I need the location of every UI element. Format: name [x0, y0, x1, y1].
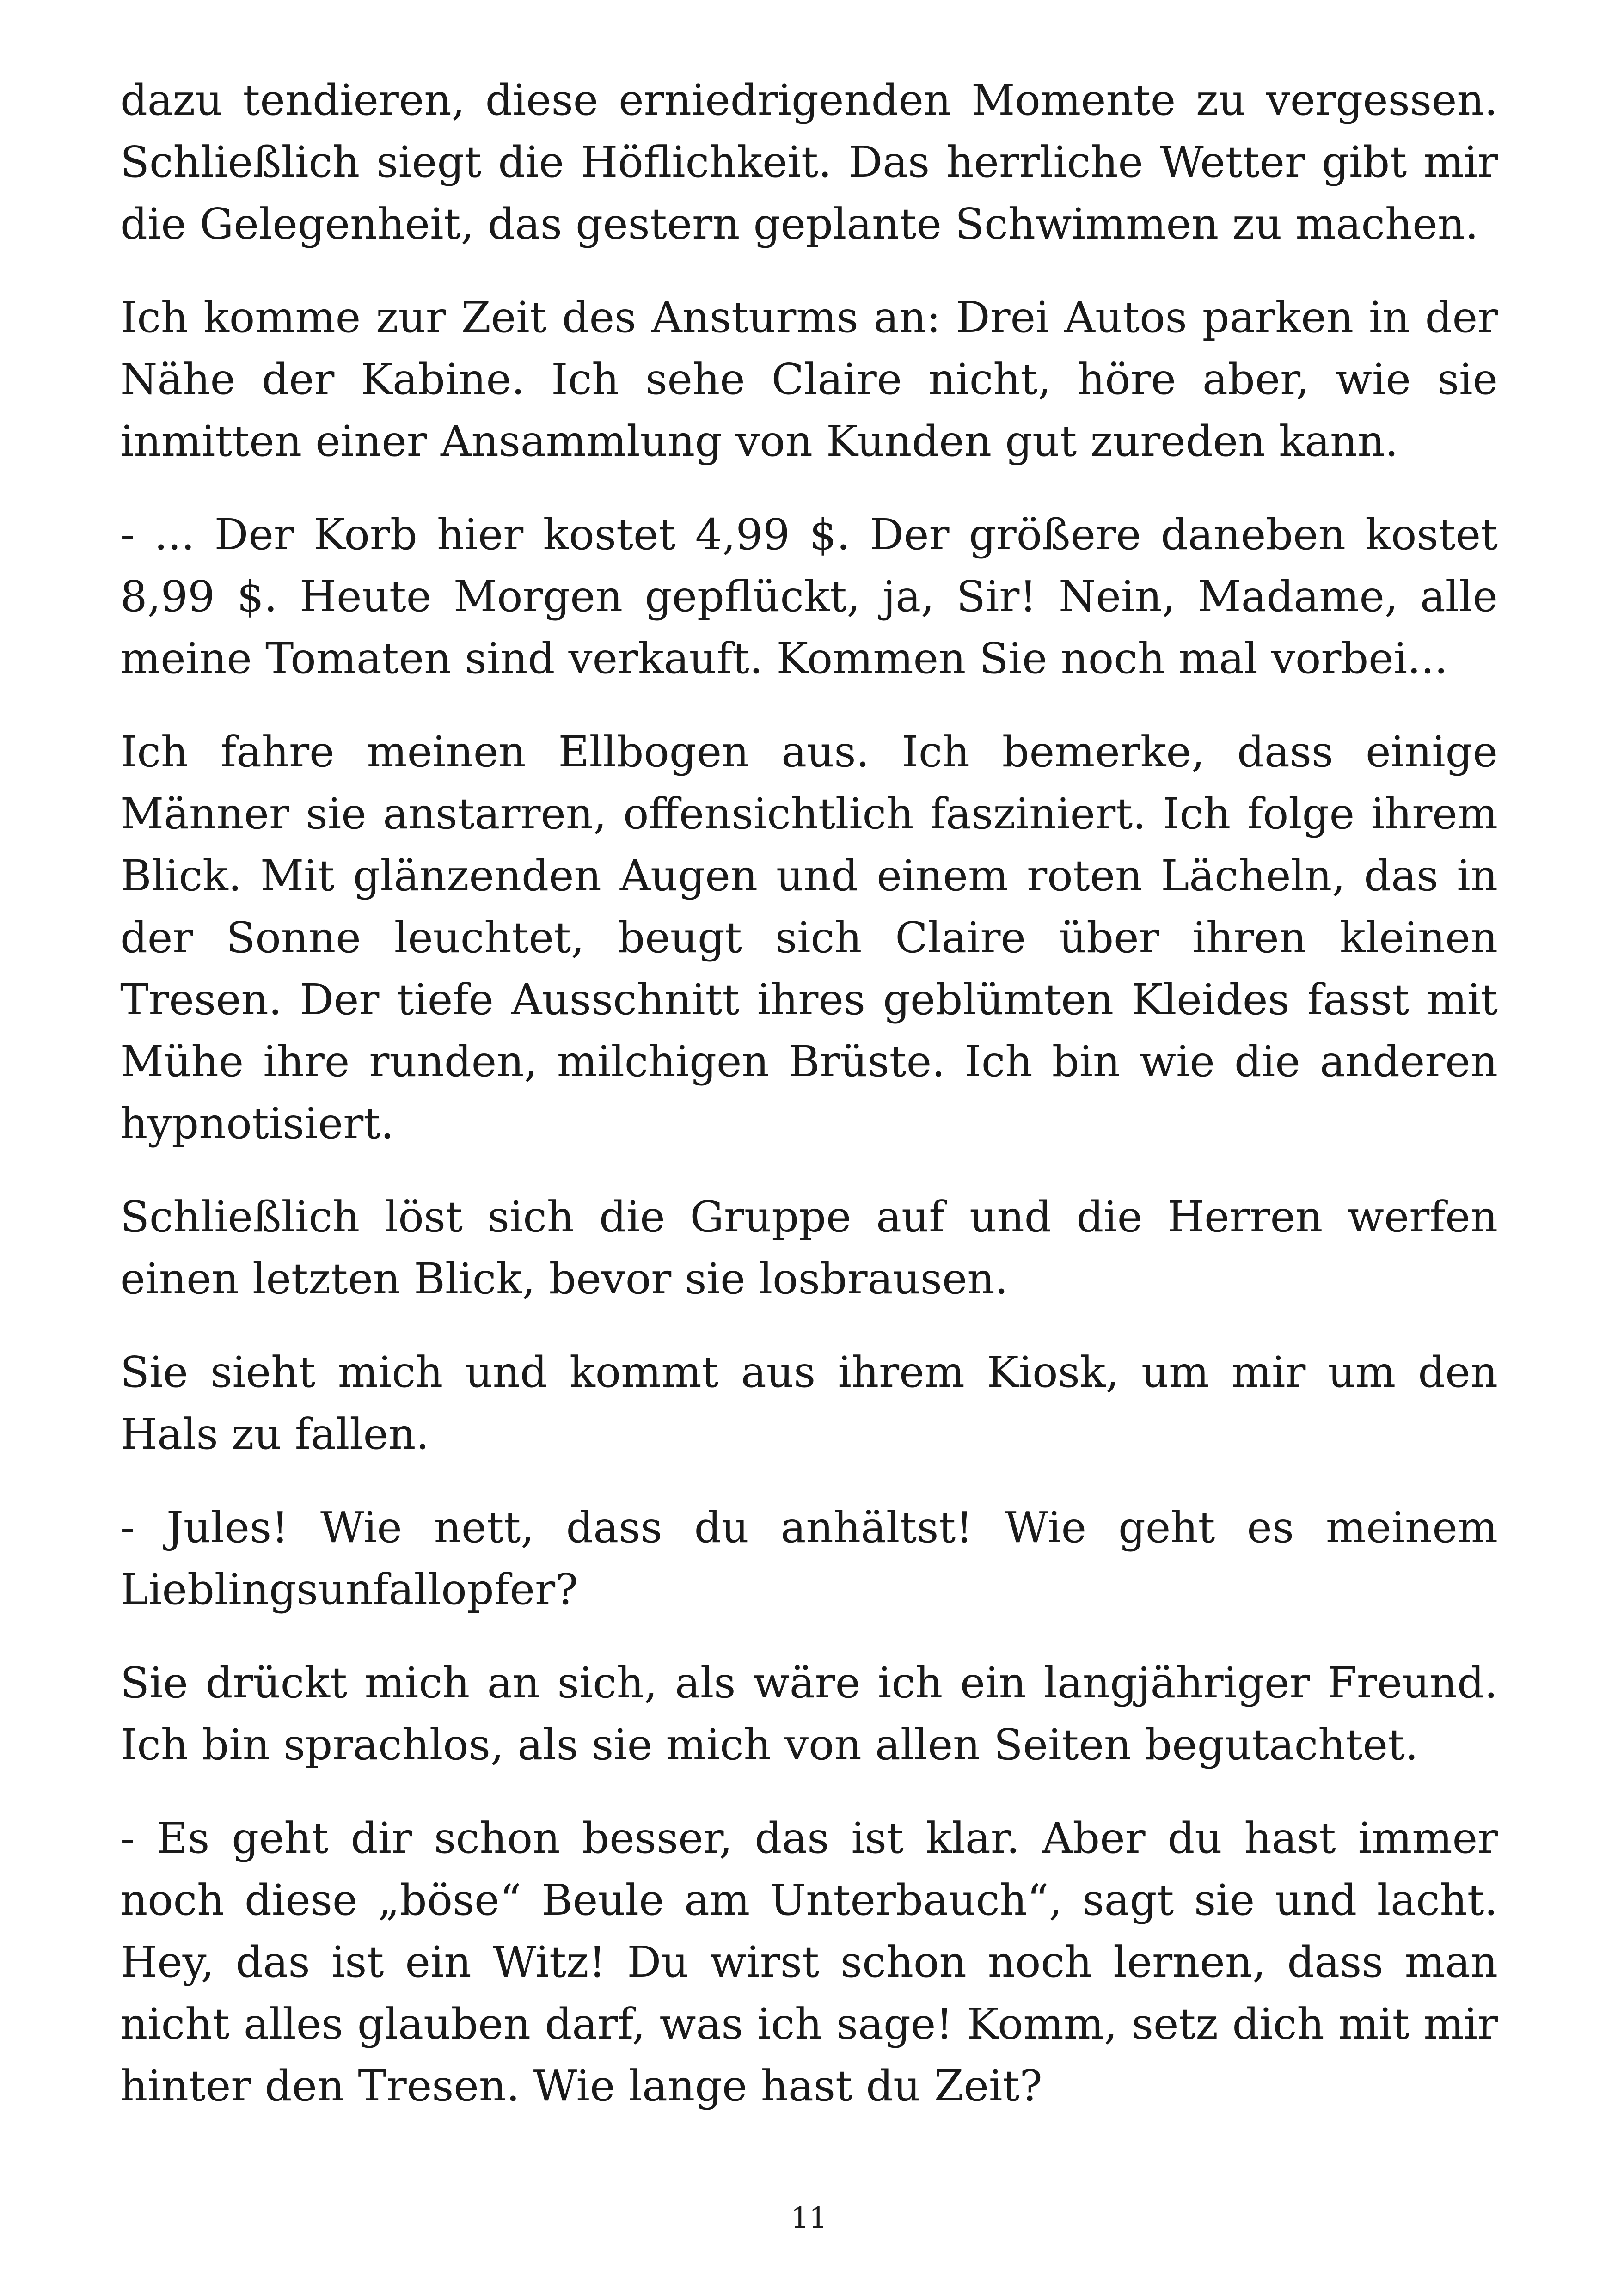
paragraph: - ... Der Korb hier kostet 4,99 $. Der größere daneben kostet 8,99 $. Heute Morgen gepflückt, ja, Sir! Nein, Madame, alle meine Tomaten sind verkauft. Kommen Sie noch mal vorbei... — [120, 510, 1498, 683]
paragraph: - Jules! Wie nett, dass du anhältst! Wie geht es meinem Lieblingsunfallopfer? — [120, 1503, 1498, 1614]
paragraph: Ich komme zur Zeit des Ansturms an: Drei Autos parken in der Nähe der Kabine. Ich sehe Claire nicht, höre aber, wie sie inmitten einer Ansammlung von Kunden gut zureden kann. — [120, 293, 1498, 466]
paragraph: - Es geht dir schon besser, das ist klar. Aber du hast immer noch diese „böse“ Beule am Unterbauch“, sagt sie und lacht. Hey, das ist ein Witz! Du wirst schon noch lernen, dass man nicht alles glauben darf, was ich sage! Komm, setz dich mit mir hinter den Tresen. Wie lange hast du Zeit? — [120, 1813, 1498, 2111]
paragraph: dazu tendieren, diese erniedrigenden Momente zu vergessen. Schließlich siegt die Höflichkeit. Das herrliche Wetter gibt mir die Gelegenheit, das gestern geplante Schwimmen zu machen. — [120, 75, 1498, 249]
paragraph: Sie sieht mich und kommt aus ihrem Kiosk, um mir um den Hals zu fallen. — [120, 1347, 1498, 1459]
body-text — [120, 69, 1498, 2149]
page-number: 11 — [791, 2201, 827, 2235]
paragraph: Ich fahre meinen Ellbogen aus. Ich bemerke, dass einige Männer sie anstarren, offensichtlich fasziniert. Ich folge ihrem Blick. Mit glänzenden Augen und einem roten Lächeln, das in der Sonne leuchtet, beugt sich Claire über ihren kleinen Tresen. Der tiefe Ausschnitt ihres geblümten Kleides fasst mit Mühe ihre runden, milchigen Brüste. Ich bin wie die anderen hypnotisiert. — [120, 727, 1498, 1148]
paragraph: Sie drückt mich an sich, als wäre ich ein langjähriger Freund. Ich bin sprachlos, als sie mich von allen Seiten begutachtet. — [120, 1658, 1498, 1769]
paragraph: Schließlich löst sich die Gruppe auf und die Herren werfen einen letzten Blick, bevor sie losbrausen. — [120, 1192, 1498, 1304]
